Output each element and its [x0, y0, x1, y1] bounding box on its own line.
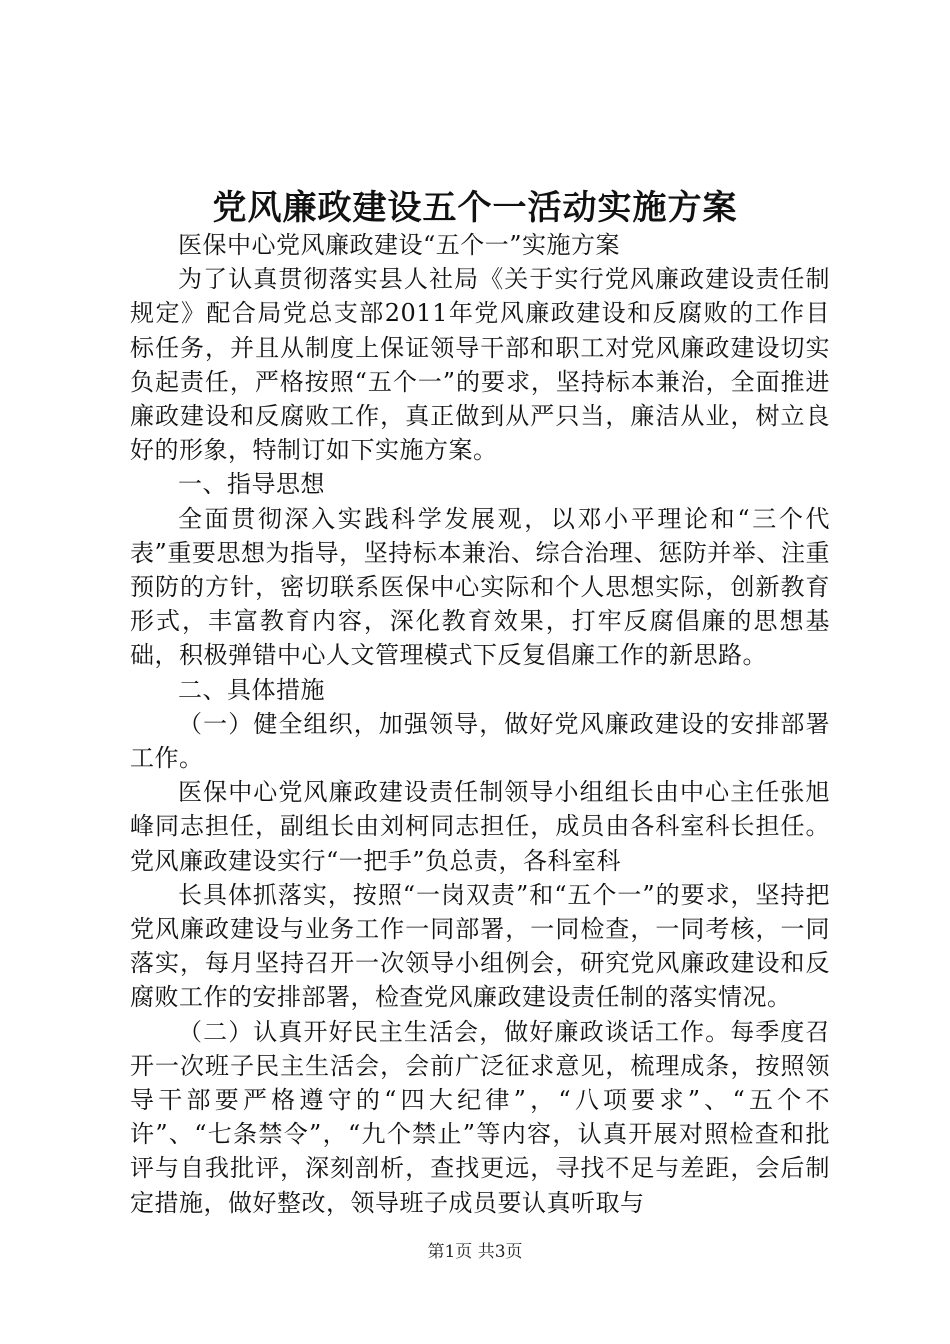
page-footer: 第1页 共3页: [427, 1242, 523, 1262]
measure-1-heading: （一）健全组织，加强领导，做好党风廉政建设的安排部署工作。: [130, 709, 830, 773]
document-body: [130, 228, 830, 1220]
measure-1-paragraph: 医保中心党风廉政建设责任制领导小组组长由中心主任张旭峰同志担任，副组长由刘柯同志担任，成员由各科室科长担任。党风廉政建设实行“一把手”负总责，各科室科: [130, 778, 830, 875]
document-title: 党风廉政建设五个一活动实施方案: [212, 188, 738, 228]
measure-1-continued-paragraph: 长具体抓落实，按照“一岗双责”和“五个一”的要求，坚持把党风廉政建设与业务工作一同部署，一同检查，一同考核，一同落实，每月坚持召开一次领导小组例会，研究党风廉政建设和反腐败工作的安排部署，检查党风廉政建设责任制的落实情况。: [130, 880, 830, 1012]
measure-2-paragraph: （二）认真开好民主生活会，做好廉政谈话工作。每季度召开一次班子民主生活会，会前广泛征求意见，梳理成条，按照领导干部要严格遵守的“四大纪律”，“八项要求”、“五个不许”、“七条禁令”，“九个禁止”等内容，认真开展对照检查和批评与自我批评，深刻剖析，查找更远，寻找不足与差距，会后制定措施，做好整改，领导班子成员要认真听取与: [130, 1017, 830, 1217]
section-heading-guiding-thought: 一、指导思想: [178, 470, 325, 499]
intro-paragraph: 为了认真贯彻落实县人社局《关于实行党风廉政建设责任制规定》配合局党总支部2011年党风廉政建设和反腐败的工作目标任务，并且从制度上保证领导干部和职工对党风廉政建设切实负起责任，严格按照“五个一”的要求，坚持标本兼治，全面推进廉政建设和反腐败工作，真正做到从严只当，廉洁从业，树立良好的形象，特制订如下实施方案。: [130, 265, 830, 465]
guiding-thought-paragraph: 全面贯彻深入实践科学发展观，以邓小平理论和“三个代表”重要思想为指导，坚持标本兼治、综合治理、惩防并举、注重预防的方针，密切联系医保中心实际和个人思想实际，创新教育形式，丰富教育内容，深化教育效果，打牢反腐倡廉的思想基础，积极弹错中心人文管理模式下反复倡廉工作的新思路。: [130, 504, 830, 670]
section-heading-measures: 二、具体措施: [178, 675, 325, 704]
subtitle-paragraph: 医保中心党风廉政建设“五个一”实施方案: [178, 231, 621, 259]
